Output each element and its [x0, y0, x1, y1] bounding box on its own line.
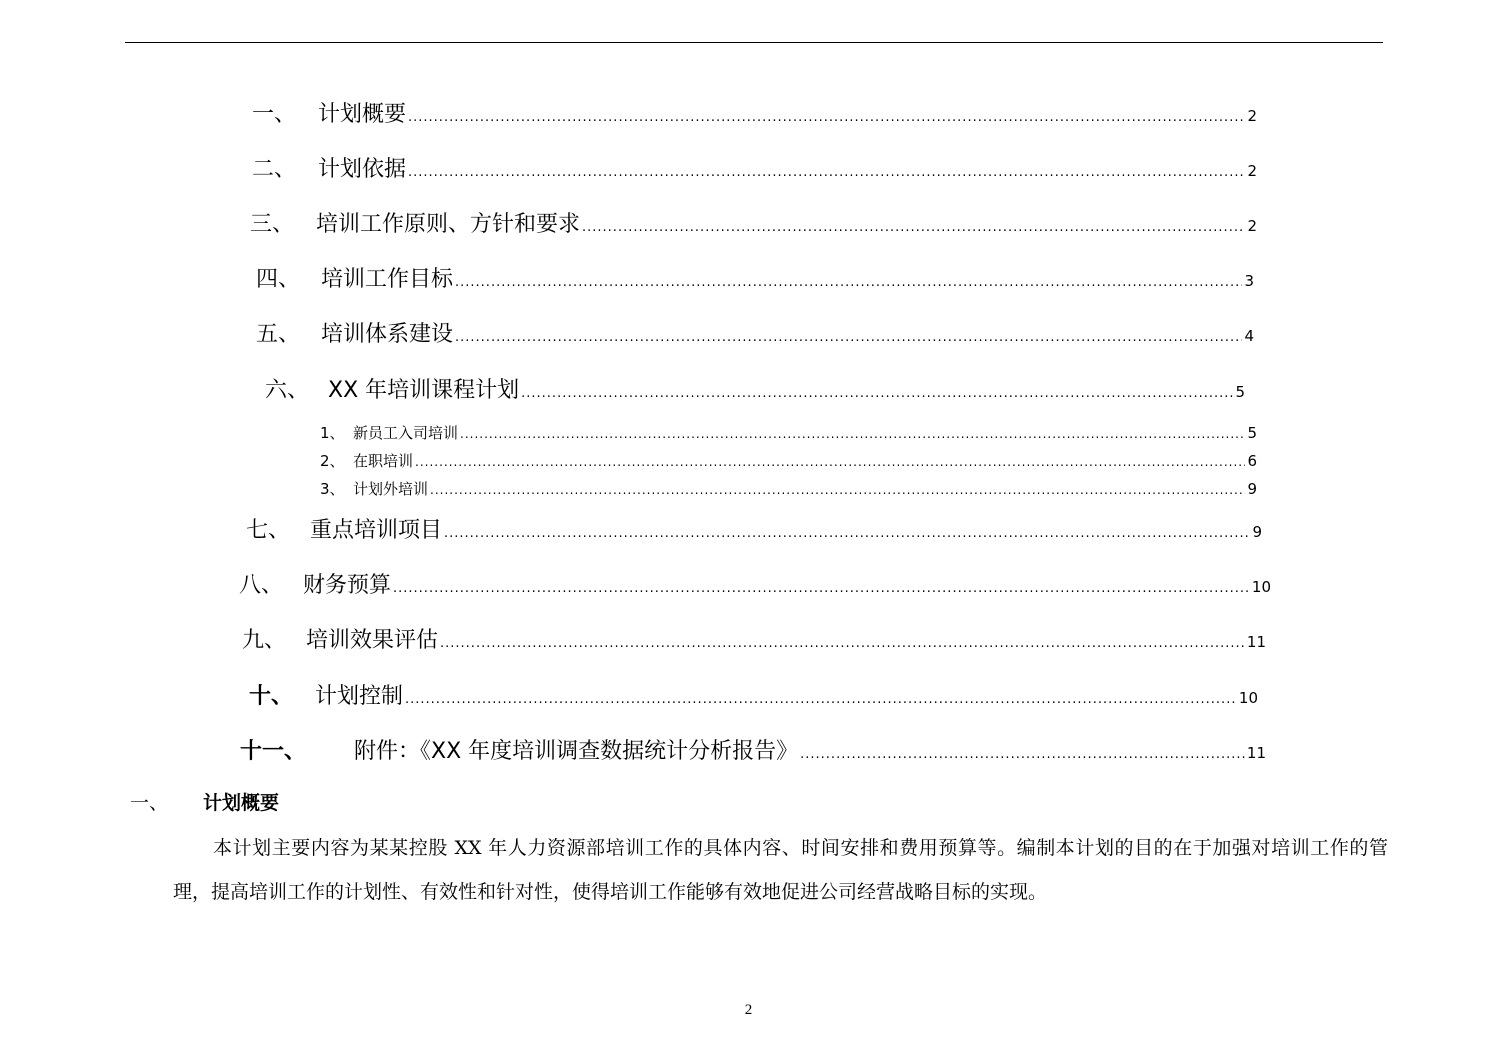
toc-dot-leader [430, 479, 1245, 500]
toc-dot-leader [455, 323, 1242, 350]
toc-entry-title: 培训效果评估 [306, 628, 439, 653]
toc-entry-title: 附件：《XX 年度培训调查数据统计分析报告》 [354, 739, 799, 764]
toc-entry[interactable] [246, 516, 1262, 546]
toc-entry[interactable] [239, 571, 1271, 601]
toc-entry-number: 十、 [249, 684, 294, 709]
toc-dot-leader [408, 158, 1245, 185]
toc-entry-number: 一、 [252, 102, 297, 127]
toc-entry-number: 六、 [265, 378, 310, 403]
toc-entry[interactable] [320, 478, 1257, 500]
toc-entry-page: 10 [1238, 689, 1258, 707]
toc-dot-leader [455, 268, 1242, 295]
toc-entry[interactable] [252, 155, 1257, 185]
toc-entry[interactable] [240, 737, 1266, 767]
toc-entry-title: 培训工作目标 [321, 267, 454, 292]
toc-entry-page: 2 [1247, 217, 1257, 235]
toc-entry-number: 四、 [256, 267, 301, 292]
toc-entry-number: 三、 [250, 212, 295, 237]
toc-dot-leader [582, 213, 1245, 240]
toc-dot-leader [393, 574, 1250, 601]
toc-entry[interactable] [320, 450, 1257, 472]
toc-dot-leader [460, 423, 1245, 444]
toc-entry-title: 计划控制 [315, 684, 404, 709]
toc-entry[interactable] [320, 422, 1257, 444]
toc-dot-leader [444, 519, 1250, 546]
toc-entry-title: XX 年培训课程计划 [328, 378, 520, 403]
toc-entry-title: 计划外培训 [353, 480, 429, 498]
header-rule [125, 42, 1383, 43]
toc-entry[interactable] [250, 210, 1257, 240]
toc-entry-title: 计划依据 [318, 157, 407, 182]
toc-entry[interactable] [256, 265, 1254, 295]
toc-entry-page: 9 [1252, 523, 1262, 541]
toc-entry-page: 2 [1247, 107, 1257, 125]
toc-entry-page: 3 [1244, 272, 1254, 290]
toc-entry-page: 9 [1247, 480, 1257, 498]
section-number: 一、 [130, 792, 169, 814]
toc-entry-number: 2、 [320, 452, 345, 470]
toc-dot-leader [440, 629, 1245, 656]
toc-entry-title: 新员工入司培训 [353, 424, 459, 442]
toc-entry-page: 5 [1247, 424, 1257, 442]
toc-entry-page: 11 [1246, 744, 1266, 762]
toc-entry-number: 七、 [246, 518, 291, 543]
toc-dot-leader [521, 379, 1233, 406]
toc-dot-leader [405, 685, 1237, 712]
toc-entry[interactable] [265, 376, 1245, 406]
toc-entry-page: 2 [1247, 162, 1257, 180]
toc-dot-leader [415, 451, 1245, 472]
toc-entry-title: 培训工作原则、方针和要求 [316, 212, 581, 237]
toc-entry-number: 二、 [252, 157, 297, 182]
toc-entry-title: 重点培训项目 [310, 518, 443, 543]
toc-entry-number: 1、 [320, 424, 345, 442]
toc-dot-leader [800, 740, 1245, 767]
toc-entry-number: 九、 [242, 628, 287, 653]
toc-entry-number: 十一、 [240, 739, 307, 764]
toc-entry-number: 3、 [320, 480, 345, 498]
section-title: 计划概要 [203, 792, 280, 814]
section-body-paragraph: 本计划主要内容为某某控股 XX 年人力资源部培训工作的具体内容、时间安排和费用预算等。编制本计划的目的在于加强对培训工作的管理，提高培训工作的计划性、有效性和针对性，使得培训工作能够有效地促进公司经营战略目标的实现。 [173, 837, 1388, 903]
toc-entry-page: 4 [1244, 327, 1254, 345]
toc-entry-number: 五、 [256, 322, 301, 347]
toc-entry-page: 10 [1251, 578, 1271, 596]
toc-entry-number: 八、 [239, 573, 284, 598]
toc-entry[interactable] [252, 100, 1257, 130]
toc-entry-title: 财务预算 [303, 573, 392, 598]
toc-entry-page: 5 [1235, 383, 1245, 401]
toc-entry[interactable] [256, 320, 1254, 350]
toc-entry-page: 11 [1246, 633, 1266, 651]
toc-entry-page: 6 [1247, 452, 1257, 470]
toc-entry-title: 计划概要 [318, 102, 407, 127]
toc-entry[interactable] [249, 682, 1258, 712]
toc-dot-leader [408, 103, 1245, 130]
section-heading [130, 788, 279, 815]
toc-entry-title: 培训体系建设 [321, 322, 454, 347]
toc-entry[interactable] [242, 626, 1266, 656]
toc-entry-title: 在职培训 [353, 452, 414, 470]
page-number: 2 [744, 1002, 753, 1018]
